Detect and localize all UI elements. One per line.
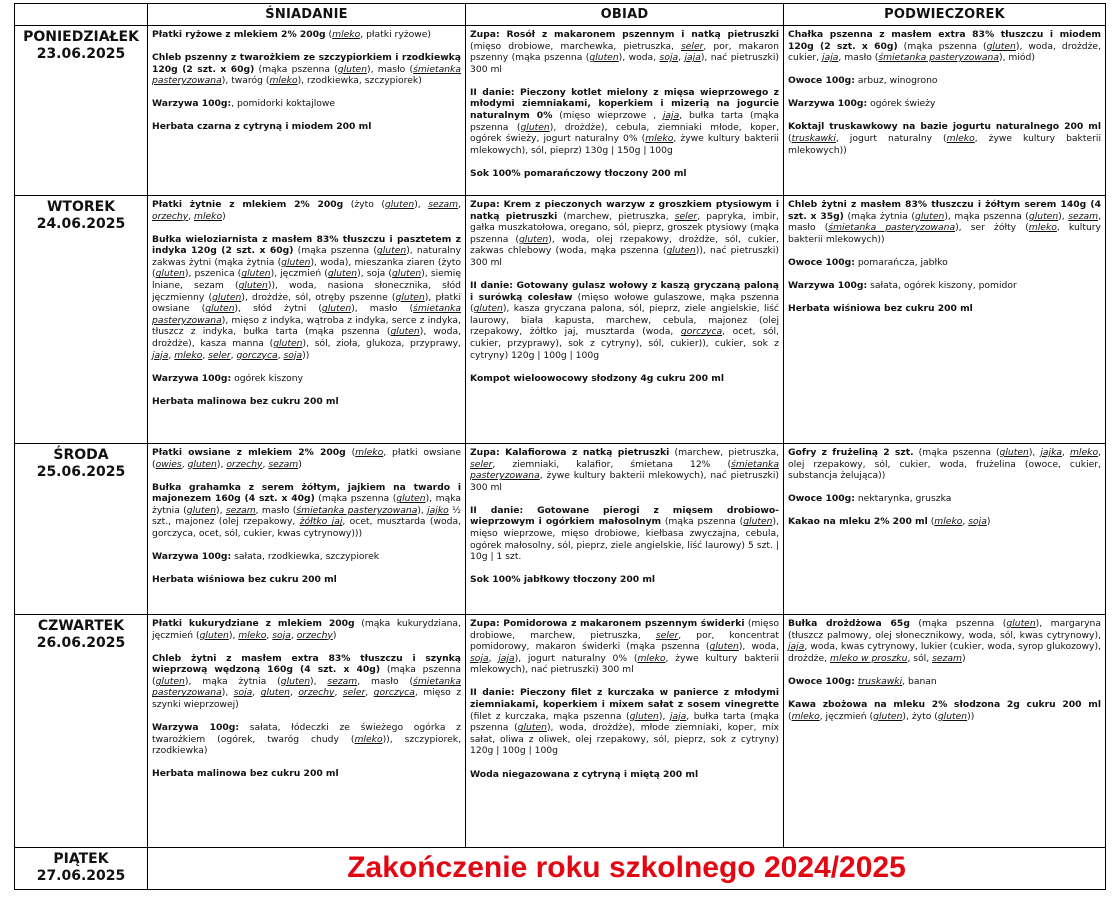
allergen: seler (674, 210, 698, 222)
snack-cell (784, 196, 1106, 444)
day-cell (15, 615, 148, 848)
breakfast-cell (148, 615, 466, 848)
allergen: gluten (155, 675, 185, 687)
day-cell (15, 196, 148, 444)
allergen: śmietanka pasteryzowana (470, 458, 779, 482)
allergen: gluten (517, 722, 547, 734)
day-cell (15, 444, 148, 615)
allergen: jaja (788, 641, 805, 653)
allergen: jaja (498, 652, 515, 664)
menu-item (152, 121, 461, 133)
allergen: seler (655, 629, 679, 641)
allergen: jajka (1040, 447, 1063, 458)
allergen: gluten (396, 493, 426, 505)
menu-item: II danie: Gotowany gulasz wołowy z kaszą gryczaną paloną i surówką colesław (mięso wołowe gulaszowe, mąka pszenna (gluten), kasza gryczana palona, sól, pieprz, ziele angielskie, liść laurowy, biała kapusta, marchew, cebula, majonez (olej rzepakowy, żółtko jaj, musztarda (woda, gorczyca, ocet, sól, cukier, przyprawy), sok z cytryny), sól, cukier)), cukier, sok z cytryny) 120g | 100g | 100g (470, 280, 779, 361)
menu-item-title: Chleb żytni z masłem extra 83% tłuszczu i szynką wieprzową wędzoną 160g (4 szt. x 40g) (152, 652, 461, 676)
menu-item: Kakao na mleku 2% 200 ml (mleko, soja) (788, 516, 991, 528)
day-name: ŚRODA (53, 447, 109, 463)
allergen: gluten (155, 268, 185, 280)
menu-item-title: II danie: Gotowany gulasz wołowy z kaszą gryczaną paloną i surówką colesław (470, 280, 779, 303)
allergen: jajko (427, 504, 449, 516)
allergen: gluten (384, 199, 415, 210)
menu-item-title: Herbata malinowa bez cukru 200 ml (152, 395, 339, 407)
allergen: mleko (269, 75, 298, 87)
menu-item-title: Płatki owsiane z mlekiem 2% 200g (152, 447, 346, 458)
allergen: seler (342, 687, 366, 699)
menu-item: Warzywa 100g: sałata, ogórek kiszony, pomidor (788, 279, 1017, 291)
allergen: gorczyca (236, 349, 278, 361)
menu-item-title: Warzywa 100g: (152, 551, 232, 563)
allergen: śmietanka pasteryzowana (152, 303, 461, 326)
menu-item-title: Warzywa 100g: (788, 279, 868, 291)
menu-item-title: Woda niegazowana z cytryną i miętą 200 ml (470, 768, 699, 780)
allergen: gluten (260, 687, 290, 699)
menu-item (470, 168, 779, 180)
day-date: 25.06.2025 (36, 464, 126, 480)
allergen: mleko (354, 733, 383, 745)
menu-item-title: Chleb pszenny z twarożkiem ze szczypiorkiem i rzodkiewką 120g (2 szt. x 60g) (152, 52, 461, 75)
menu-item-title: Zupa: Pomidorowa z makaronem pszennym świderki (470, 618, 745, 629)
menu-item-title: Gofry z frużeliną 2 szt. (788, 447, 914, 458)
allergen: gluten (391, 268, 422, 280)
day-row-monday (15, 26, 1106, 196)
allergen: śmietanka pasteryzowana (296, 504, 418, 516)
day-cell (15, 26, 148, 196)
menu-item: Chałka pszenna z masłem extra 83% tłuszczu i miodem 120g (2 szt. x 60g) (mąka pszenna (gluten), woda, drożdże, cukier, jaja, masło (śmietanka pasteryzowana), miód) (788, 29, 1101, 64)
allergen: jaja (152, 349, 169, 361)
menu-item-title: Warzywa 100g: (152, 98, 232, 110)
allergen: gluten (186, 504, 217, 516)
menu-item: Owoce 100g: arbuz, winogrono (788, 75, 938, 87)
snack-header: PODWIECZOREK (784, 4, 1106, 26)
allergen: gluten (473, 303, 503, 315)
menu-item-title: Chałka pszenna z masłem extra 83% tłuszczu i miodem 120g (2 szt. x 60g) (788, 29, 1101, 52)
allergen: orzechy (152, 210, 189, 222)
corner-cell (15, 4, 148, 26)
allergen: orzechy (298, 687, 335, 699)
menu-item: Płatki żytnie z mlekiem 2% 200g (żyto (gluten), sezam, orzechy, mleko) (152, 199, 461, 222)
allergen: orzechy (226, 458, 263, 470)
allergen: gorczyca (680, 326, 723, 338)
menu-item-title: Bułka grahamka z serem żółtym, jajkiem na twardo i majonezem 160g (4 szt. x 40g) (152, 481, 461, 505)
allergen: gluten (915, 210, 945, 222)
day-name: PONIEDZIAŁEK (23, 29, 139, 45)
allergen: mleko (1028, 222, 1057, 234)
menu-item (152, 396, 461, 408)
menu-item (788, 303, 1101, 315)
allergen: gluten (937, 710, 968, 722)
allergen: soja (272, 629, 291, 641)
menu-item-title: Płatki kukurydziane z mlekiem 200g (152, 618, 355, 629)
menu-item-title: Chleb żytni z masłem 83% tłuszczu i żółtym serem 140g (4 szt. x 35g) (788, 199, 1101, 222)
menu-item-title: II danie: Gotowane pierogi z mięsem drobiowo-wieprzowym i ogórkiem małosolnym (470, 504, 779, 528)
allergen: gluten (273, 338, 303, 350)
allergen: mleko (791, 710, 820, 722)
allergen: gluten (1006, 618, 1036, 629)
allergen: gluten (241, 268, 271, 280)
day-cell (15, 848, 148, 890)
allergen: jaja (684, 52, 701, 64)
breakfast-cell (148, 444, 466, 615)
menu-item-title: Kawa zbożowa na mleku 2% słodzona 2g cukru 200 ml (788, 698, 1101, 710)
day-date: 23.06.2025 (36, 46, 126, 62)
allergen: soja (968, 516, 987, 528)
menu-item-title: Zupa: Krem z pieczonych warzyw z groszkiem ptysiowym i natką pietruszki (470, 199, 779, 222)
allergen: gluten (520, 121, 550, 133)
snack-cell (784, 444, 1106, 615)
header-row (15, 4, 1106, 26)
allergen: sezam (327, 675, 358, 687)
menu-item: Koktajl truskawkowy na bazie jogurtu naturalnego 200 ml (truskawki, jogurt naturalny (mleko, żywe kultury bakterii mlekowych)) (788, 121, 1101, 156)
allergen: gorczyca (373, 687, 415, 699)
lunch-cell (466, 615, 784, 848)
menu-item-title: Sok 100% jabłkowy tłoczony 200 ml (470, 574, 656, 586)
allergen: gluten (709, 641, 739, 653)
allergen: seler (680, 40, 704, 52)
allergen: jaja (662, 110, 680, 122)
menu-item: Bułka drożdżowa 65g (mąka pszenna (gluten), margaryna (tłuszcz palmowy, olej słonecznikowy, woda, sól, kwas cytrynowy), jaja, woda, kwas cytrynowy, lukier (cukier, woda, syrop glukozowy), drożdże, mleko w proszku, sól, sezam) (788, 618, 1101, 664)
allergen: sezam (428, 199, 459, 210)
allergen: gluten (205, 303, 235, 315)
allergen: śmietanka pasteryzowana (878, 52, 999, 64)
snack-cell (784, 615, 1106, 848)
allergen: gluten (743, 516, 773, 528)
day-name: WTOREK (46, 199, 116, 215)
menu-item (152, 574, 461, 586)
allergen: mleko (637, 652, 666, 664)
breakfast-cell (148, 26, 466, 196)
allergen: mleko (238, 629, 267, 641)
menu-item: Płatki ryżowe z mlekiem 2% 200g (mleko, płatki ryżowe) (152, 29, 431, 40)
allergen: gluten (518, 233, 549, 245)
day-date: 26.06.2025 (36, 635, 126, 651)
allergen: mleko (1069, 447, 1099, 458)
allergen: gluten (986, 40, 1016, 52)
menu-item: Warzywa 100g:, pomidorki koktajlowe (152, 98, 336, 110)
allergen: gluten (395, 291, 425, 303)
allergen: gluten (873, 710, 903, 722)
menu-item-title: Płatki ryżowe z mlekiem 2% 200g (152, 29, 326, 40)
allergen: gluten (589, 52, 619, 64)
allergen: gluten (187, 458, 217, 470)
allergen: gluten (281, 256, 311, 268)
day-name: PIĄTEK (53, 851, 109, 867)
allergen: soja (659, 52, 679, 64)
allergen: mleko w proszku (830, 652, 908, 664)
menu-item-title: Bułka wieloziarnista z masłem 83% tłuszczu i pasztetem z indyka 120g (2 szt. x 60g) (152, 233, 461, 257)
menu-item-title: Koktajl truskawkowy na bazie jogurtu naturalnego 200 ml (788, 121, 1101, 133)
menu-item: Zupa: Kalafiorowa z natką pietruszki (marchew, pietruszka, seler, ziemniaki, kalafior, śmietana 12% (śmietanka pasteryzowana, żywe kultury bakterii mlekowych), nać pietruszki) 300 ml (470, 447, 779, 493)
allergen: gluten (199, 629, 229, 641)
allergen: gluten (337, 63, 368, 75)
breakfast-header: ŚNIADANIE (148, 4, 466, 26)
allergen: sezam (268, 458, 299, 470)
menu-item: Bułka grahamka z serem żółtym, jajkiem na twardo i majonezem 160g (4 szt. x 40g) (mąka pszenna (gluten), mąka żytnia (gluten), sezam, masło (śmietanka pasteryzowana), jajko ½ szt., majonez (olej rzepakowy, żółtko jaj, ocet, musztarda (woda, gorczyca, ocet, sól, cukier, kwas cytrynowy))) (152, 481, 462, 540)
menu-item-title: Zupa: Kalafiorowa z natką pietruszki (470, 447, 670, 458)
menu-item: Zupa: Krem z pieczonych warzyw z groszkiem ptysiowym i natką pietruszki (marchew, pietruszka, seler, papryka, imbir, gałka muszkatołowa, oregano, sól, pieprz, groszek ptysiowy (mąka pszenna (gluten), woda, olej rzepakowy, drożdże, sól, cukier, zakwas chlebowy (woda, mąka pszenna (gluten)), nać pietruszki) 300 ml (470, 199, 779, 268)
menu-item: Gofry z frużeliną 2 szt. (mąka pszenna (gluten), jajka, mleko, olej rzepakowy, sól, cukier, woda, frużelina (owoce, cukier, substancja żelująca)) (788, 447, 1102, 482)
allergen: truskawki (791, 133, 836, 145)
allergen: mleko (934, 516, 963, 528)
allergen: mleko (355, 447, 384, 458)
menu-item-title: II danie: Pieczony filet z kurczaka w panierce z młodymi ziemniakami, koperkiem i mixem sałat z sosem vinegrette (470, 687, 779, 711)
allergen: śmietanka pasteryzowana (152, 63, 462, 87)
allergen: sezam (225, 504, 256, 516)
lunch-cell (466, 26, 784, 196)
lunch-header: OBIAD (466, 4, 784, 26)
menu-item: Chleb żytni z masłem 83% tłuszczu i żółtym serem 140g (4 szt. x 35g) (mąka żytnia (gluten), mąka pszenna (gluten), sezam, masło (śmietanka pasteryzowana), ser żółty (mleko, kultury bakterii mlekowych)) (788, 199, 1101, 245)
menu-item: Owoce 100g: pomarańcza, jabłko (788, 256, 948, 268)
day-row-friday (15, 848, 1106, 890)
menu-item-title: Herbata wiśniowa bez cukru 200 ml (788, 303, 973, 315)
menu-item: Płatki kukurydziane z mlekiem 200g (mąka kukurydziana, jęczmień (gluten), mleko, soja, orzechy) (152, 618, 461, 641)
allergen: śmietanka pasteryzowana (152, 675, 461, 699)
menu-item (470, 574, 779, 586)
menu-item: Owoce 100g: nektarynka, gruszka (788, 493, 952, 505)
menu-item: Warzywa 100g: sałata, łódeczki ze świeżego ogórka z twarożkiem (ogórek, twaróg chudy (mleko)), szczypiorek, rzodkiewka) (152, 722, 462, 757)
allergen: soja (283, 349, 303, 361)
allergen: soja (233, 687, 253, 699)
school-year-end-message: Zakończenie roku szkolnego 2024/2025 (148, 848, 1106, 890)
menu-item-title: Owoce 100g: (788, 75, 855, 87)
menu-item: Zupa: Pomidorowa z makaronem pszennym świderki (mięso drobiowe, marchew, pietruszka, seler, por, koncentrat pomidorowy, makaron świderki (mąka pszenna (gluten), woda, soja, jaja), jogurt naturalny 0% (mleko, żywe kultury bakterii mlekowych), nać pietruszki) 300 ml (470, 618, 780, 676)
allergen: gluten (238, 280, 268, 292)
allergen: mleko (174, 349, 203, 361)
menu-item-title: Warzywa 100g: (152, 372, 232, 384)
menu-item: Chleb pszenny z twarożkiem ze szczypiorkiem i rzodkiewką 120g (2 szt. x 60g) (mąka pszenna (gluten), masło (śmietanka pasteryzowana), twaróg (mleko), rzodkiewka, szczypiorek) (152, 52, 462, 87)
menu-item (470, 769, 779, 781)
menu-item (152, 768, 461, 780)
menu-item: II danie: Gotowane pierogi z mięsem drobiowo-wieprzowym i ogórkiem małosolnym (mąka pszenna (gluten), mięso wieprzowe, mięso drobiowe, kiełbasa zwyczajna, cebula, ogórek małosolny, sól, pieprz, ziele angielskie, liść laurowy) 5 szt. | 10g | 1 szt. (470, 504, 779, 563)
menu-item: Zupa: Rosół z makaronem pszennym i natką pietruszki (mięso drobiowe, marchewka, pietruszka, seler, por, makaron pszenny (mąka pszenna (gluten), woda, soja, jaja), nać pietruszki) 300 ml (470, 29, 779, 75)
day-date: 24.06.2025 (36, 216, 126, 232)
menu-item-title: Bułka drożdżowa 65g (788, 618, 910, 629)
menu-item-title: Sok 100% pomarańczowy tłoczony 200 ml (470, 167, 687, 179)
menu-item: Warzywa 100g: ogórek kiszony (152, 372, 304, 384)
allergen: gluten (999, 447, 1029, 458)
lunch-cell (466, 444, 784, 615)
menu-item-title: Herbata czarna z cytryną i miodem 200 ml (152, 121, 372, 133)
allergen: gluten (390, 326, 420, 338)
allergen: mleko (946, 133, 975, 145)
breakfast-cell (148, 196, 466, 444)
allergen: seler (470, 458, 493, 470)
menu-item-title: Warzywa 100g: (152, 722, 239, 734)
menu-item: Chleb żytni z masłem extra 83% tłuszczu i szynką wieprzową wędzoną 160g (4 szt. x 40g) (mąka pszenna (gluten), mąka żytnia (gluten), sezam, masło (śmietanka pasteryzowana), soja, gluten, orzechy, seler, gorczyca, mięso z szynki wieprzowej) (152, 652, 462, 711)
allergen: seler (208, 349, 231, 361)
menu-item-title: Owoce 100g: (788, 493, 855, 505)
day-name: CZWARTEK (37, 618, 125, 634)
allergen: gluten (321, 303, 352, 315)
allergen: jaja (669, 710, 687, 722)
allergen: mleko (645, 133, 674, 145)
menu-item: Warzywa 100g: sałata, rzodkiewka, szczypiorek (152, 551, 380, 563)
allergen: sezam (1068, 210, 1099, 222)
allergen: gluten (376, 245, 407, 257)
allergen: gluten (212, 291, 242, 303)
menu-item-title: Owoce 100g: (788, 256, 855, 268)
allergen: mleko (332, 29, 361, 40)
allergen: gluten (1028, 210, 1059, 222)
menu-item-title: II danie: Pieczony kotlet mielony z mięsa wieprzowego z młodymi ziemniakami, koperkiem i mizerią na jogurcie naturalnym 0% (470, 86, 779, 122)
menu-item-title: Płatki żytnie z mlekiem 2% 200g (152, 199, 344, 210)
day-row-thursday (15, 615, 1106, 848)
allergen: gluten (629, 710, 659, 722)
day-row-tuesday (15, 196, 1106, 444)
menu-item: Owoce 100g: truskawki, banan (788, 675, 937, 687)
menu-item: Warzywa 100g: ogórek świeży (788, 98, 936, 110)
menu-item-title: Herbata malinowa bez cukru 200 ml (152, 768, 339, 780)
menu-item: Kawa zbożowa na mleku 2% słodzona 2g cukru 200 ml (mleko, jęczmień (gluten), żyto (gluten)) (788, 698, 1101, 722)
allergen: jaja (822, 52, 839, 64)
day-date: 27.06.2025 (36, 868, 126, 884)
allergen: orzechy (296, 629, 333, 641)
menu-item: II danie: Pieczony kotlet mielony z mięsa wieprzowego z młodymi ziemniakami, koperkiem i mizerią na jogurcie naturalnym 0% (mięso wieprzowe , jaja, bułka tarta (mąka pszenna (gluten), drożdże), cebula, ziemniaki młode, koper, ogórek świeży, jogurt naturalny 0% (mleko, żywe kultury bakterii mlekowych), sól, pieprz) 130g | 150g | 100g (470, 86, 780, 156)
allergen: truskawki (857, 675, 903, 687)
allergen: owies (155, 458, 182, 470)
menu-item-title: Herbata wiśniowa bez cukru 200 ml (152, 574, 337, 586)
allergen: sezam (932, 652, 962, 664)
allergen: gluten (327, 268, 358, 280)
allergen: gluten (280, 675, 311, 687)
menu-item-title: Zupa: Rosół z makaronem pszennym i natką pietruszki (470, 29, 779, 40)
allergen: soja (470, 652, 489, 664)
menu-item-title: Warzywa 100g: (788, 98, 868, 110)
snack-cell (784, 26, 1106, 196)
weekly-menu-table (14, 3, 1106, 890)
menu-item: Bułka wieloziarnista z masłem 83% tłuszczu i pasztetem z indyka 120g (2 szt. x 60g) (mąka pszenna (gluten), naturalny zakwas żytni (mąka żytnia (gluten), woda), mieszanka ziaren (żyto (gluten), pszenica (gluten), jęczmień (gluten), soja (gluten), siemię lniane, sezam (gluten)), woda, nasiona słonecznika, słód jęczmienny (gluten), drożdże, sól, otręby pszenne (gluten), płatki owsiane (gluten), słód żytni (gluten), masło (śmietanka pasteryzowana), mięso z indyka, wątroba z indyka, serce z indyka, tłuszcz z indyka, bułka tarta (mąka pszenna (gluten), woda, drożdże), kasza manna (gluten), sól, zioła, glukoza, przyprawy, jaja, mleko, seler, gorczyca, soja)) (152, 233, 462, 361)
menu-item: Płatki owsiane z mlekiem 2% 200g (mleko, płatki owsiane (owies, gluten), orzechy, sezam) (152, 447, 462, 470)
menu-item-title: Kompot wieloowocowy słodzony 4g cukru 200 ml (470, 372, 724, 384)
menu-item-title: Owoce 100g: (788, 675, 855, 687)
allergen: gluten (666, 245, 696, 257)
allergen: żółtko jaj (299, 516, 343, 528)
menu-item: II danie: Pieczony filet z kurczaka w panierce z młodymi ziemniakami, koperkiem i mixem sałat z sosem vinegrette (filet z kurczaka, mąka pszenna (gluten), jaja, bułka tarta (mąka pszenna (gluten), woda, drożdże), młode ziemniaki, koper, mix sałat, oliwa z oliwek, olej rzepakowy, sól, pieprz, sok z cytryny) 120g | 100g | 100g (470, 687, 779, 757)
lunch-cell (466, 196, 784, 444)
allergen: mleko (194, 210, 223, 222)
menu-item-title: Kakao na mleku 2% 200 ml (788, 516, 928, 528)
allergen: śmietanka pasteryzowana (828, 222, 956, 234)
menu-item (470, 373, 779, 385)
day-row-wednesday (15, 444, 1106, 615)
